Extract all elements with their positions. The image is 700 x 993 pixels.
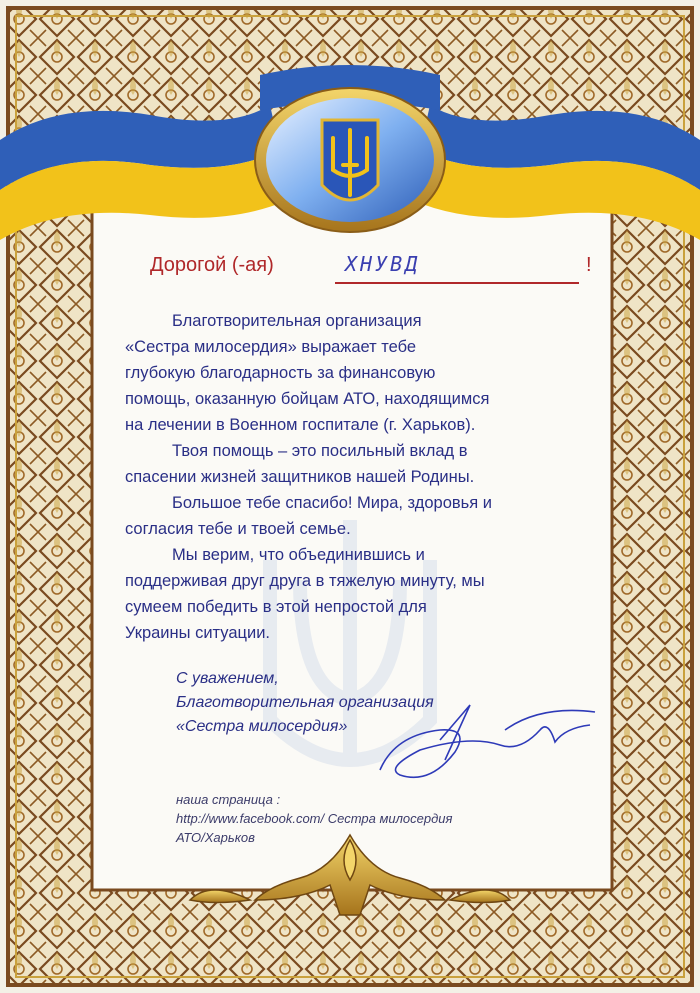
body-line: помощь, оказанную бойцам АТО, находящимся: [125, 390, 490, 408]
recipient-name: ХНУВД: [345, 252, 421, 276]
body-line: поддерживая друг друга в тяжелую минуту, мы: [125, 572, 485, 590]
body-line: Твоя помощь – это посильный вклад в: [172, 442, 468, 460]
trident-emblem-icon: [322, 120, 378, 200]
body-line: Украины ситуации.: [125, 624, 271, 642]
footer-page-label: наша страница :: [176, 792, 281, 807]
body-line: Большое тебе спасибо! Мира, здоровья и: [172, 494, 492, 512]
closing-org-line1: Благотворительная организация: [176, 694, 434, 711]
body-line: сумеем победить в этой непростой для: [125, 598, 427, 616]
closing-org-line2: «Сестра милосердия»: [176, 718, 348, 735]
closing-regards: С уважением,: [176, 670, 279, 687]
greeting-exclamation: !: [586, 254, 592, 276]
body-line: глубокую благодарность за финансовую: [125, 364, 436, 382]
body-line: на лечении в Военном госпитале (г. Харьков).: [125, 416, 476, 434]
footer-location: АТО/Харьков: [176, 830, 255, 845]
body-line: спасении жизней защитников нашей Родины.: [125, 468, 475, 486]
footer-url: http://www.facebook.com/ Сестра милосердия: [176, 811, 453, 826]
body-line: Благотворительная организация: [172, 312, 422, 330]
body-line: «Сестра милосердия» выражает тебе: [125, 338, 417, 356]
body-line: Мы верим, что объединившись и: [172, 546, 425, 564]
body-line: согласия тебе и твоей семье.: [125, 520, 351, 538]
recipient-underline: [335, 282, 579, 284]
greeting-label: Дорогой (-ая): [150, 254, 274, 276]
